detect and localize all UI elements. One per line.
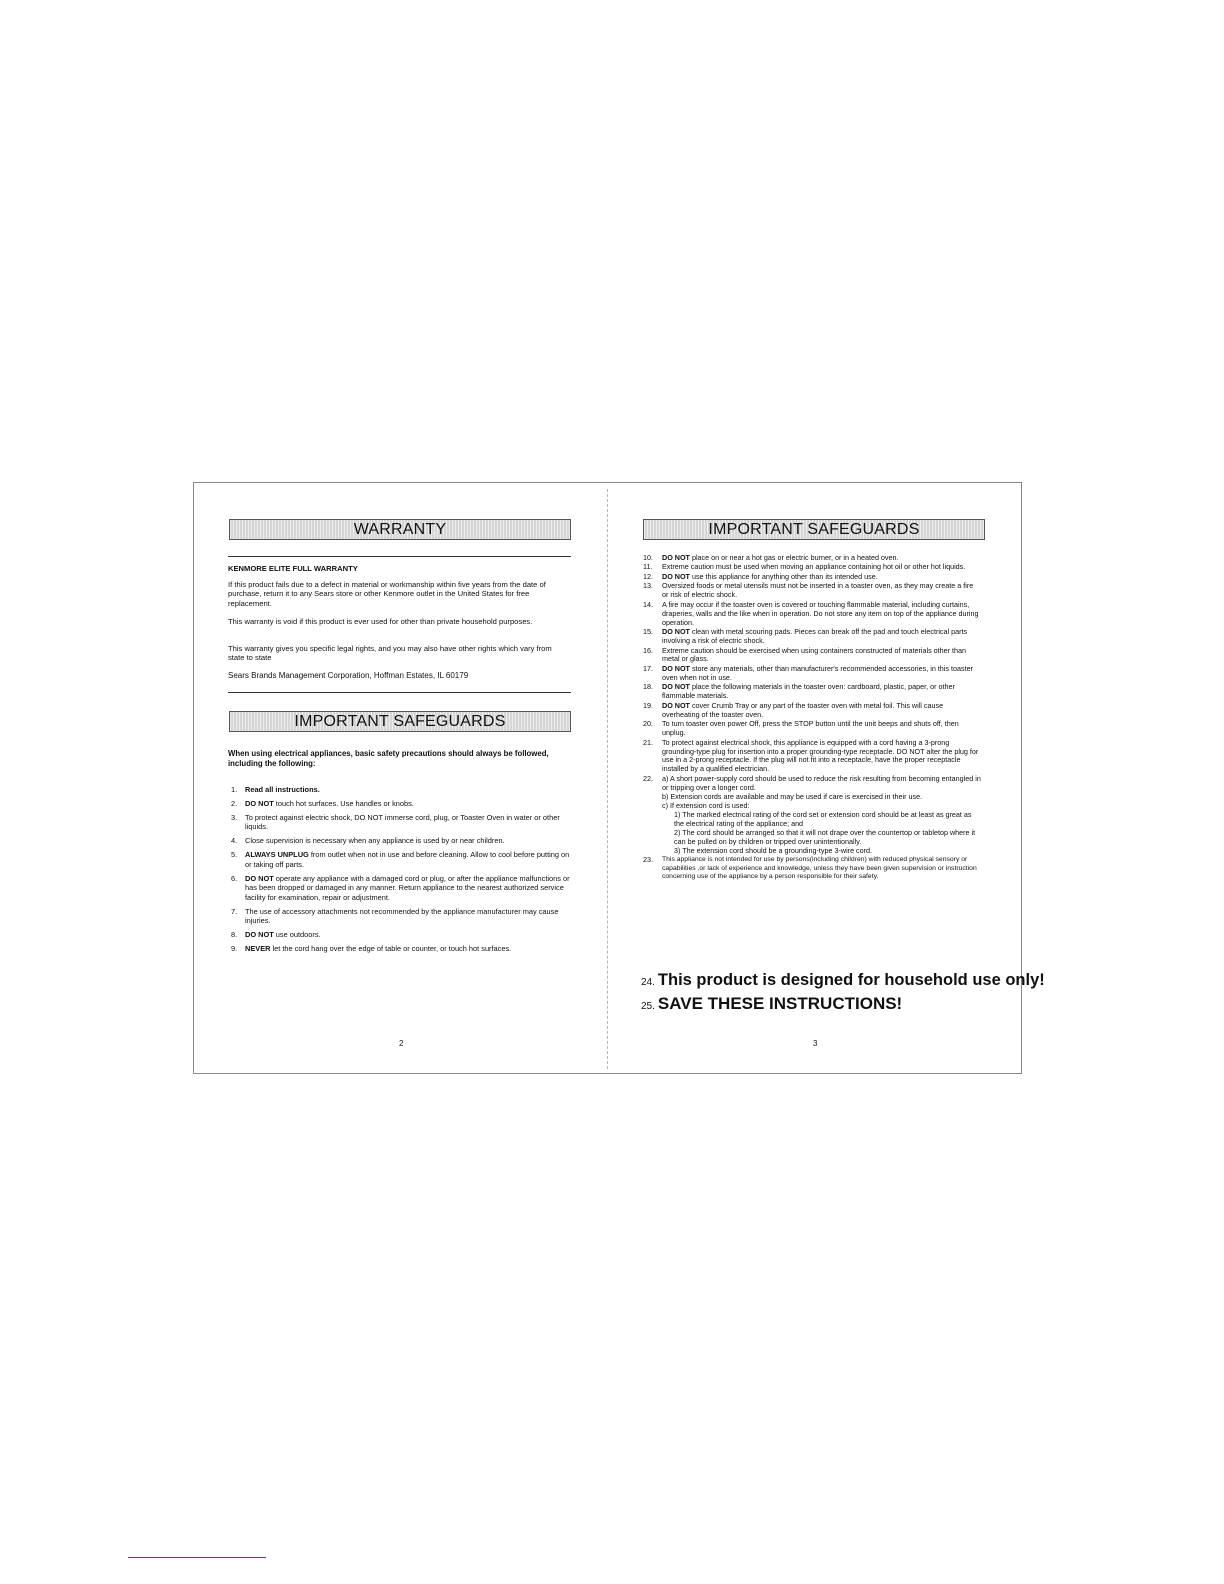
page-number: 3: [813, 1039, 818, 1048]
list-item: 17. DO NOT store any materials, other than manufacturer's recommended accessories, in this toaster oven when not in use.: [643, 663, 973, 682]
safeguards-list: [231, 785, 571, 958]
safeguards-list-continued: [643, 554, 981, 882]
footer-link-underline: [128, 1557, 266, 1558]
safeguards-intro: When using electrical appliances, basic safety precautions should always be followed, including the following:: [228, 749, 549, 768]
list-item: 19. DO NOT cover Crumb Tray or any part of the toaster oven with metal foil. This will cause overheating of the toaster oven.: [643, 700, 944, 719]
list-item: 7. The use of accessory attachments not recommended by the appliance manufacturer may cause injuries.: [231, 906, 559, 926]
company-address: Sears Brands Management Corporation, Hoffman Estates, IL 60179: [228, 671, 469, 680]
list-item: 1. Read all instructions.: [231, 785, 320, 794]
list-item: 4. Close supervision is necessary when any appliance is used by or near children.: [231, 836, 505, 846]
list-item: 23. This appliance is not intended for use by persons(including children) with reduced physical sensory or capabilities ,or lack of experience and knowledge, unless they have been given supervision or instruction concerning use of the appliance by a person responsible for their safety.: [643, 854, 977, 881]
list-item: 20. To turn toaster oven power Off, press the STOP button until the unit beeps and shuts off, then unplug.: [643, 719, 959, 738]
page-number: 2: [399, 1039, 404, 1048]
safeguards-banner: IMPORTANT SAFEGUARDS: [643, 519, 985, 540]
list-item: 10. DO NOT place on or near a hot gas or electric burner, or in a heated oven.: [643, 553, 899, 562]
booklet-spread: [193, 482, 1045, 1074]
list-item: 12. DO NOT use this appliance for anything other than its intended use.: [643, 571, 878, 581]
list-item: 15. DO NOT clean with metal scouring pads. Pieces can break off the pad and touch electrical parts involving a risk of electric shock.: [643, 627, 968, 646]
list-item: 6. DO NOT operate any appliance with a damaged cord or plug, or after the appliance malfunctions or has been dropped or damaged in any manner. Return appliance to the nearest authorized service facility for examination, repair or adjustment.: [231, 873, 570, 902]
list-item: 18. DO NOT place the following materials in the toaster oven: cardboard, plastic, paper, or other flammable materials.: [643, 682, 955, 701]
list-item: 21. To protect against electrical shock, this appliance is equipped with a cord having a 3-prong grounding-type plug for insertion into a proper grounding-type receptacle. DO NOT alter the plug for use in a 2-prong receptacle. If the plug will not fit into a receptacle, have the proper receptacle installed by a qualified electrician.: [643, 737, 979, 774]
list-item: 14. A fire may occur if the toaster oven is covered or touching flammable material, including curtains, draperies, walls and the like when in operation. Do not store any item on top of the appliance during operation.: [643, 599, 979, 627]
safeguards-banner: IMPORTANT SAFEGUARDS: [229, 711, 571, 732]
list-item: 16. Extreme caution should be exercised when using containers constructed of materials other than metal or glass.: [643, 645, 967, 664]
list-item: 2. DO NOT touch hot surfaces. Use handles or knobs.: [231, 799, 414, 808]
list-item: 5. ALWAYS UNPLUG from outlet when not in use and before cleaning. Allow to cool before putting on or taking off parts.: [231, 850, 570, 869]
list-item: 9. NEVER let the cord hang over the edge of table or counter, or touch hot surfaces.: [231, 944, 512, 954]
list-item-extension-cord: 22. a) A short power-supply cord should be used to reduce the risk resulting from becoming entangled in or tripping over a longer cord. b) Extension cords are available and may be used if care is exercised in their use. c) If extension cord is used: 1) The marked electrical rating of the cord set or extension cord should be at least as great as the electrical rating of the appliance; and 2) The cord should be arranged so that it will not drape over the countertop or tabletop where it can be pulled on by children or tripped over unintentionally. 3) The extension cord should be a grounding-type 3-wire cord.: [643, 773, 981, 855]
center-fold-line: [607, 489, 608, 1069]
warranty-title: KENMORE ELITE FULL WARRANTY: [228, 564, 358, 573]
save-instructions-notice: 25. SAVE THESE INSTRUCTIONS!: [641, 994, 903, 1013]
list-item: 13. Oversized foods or metal utensils must not be inserted in a toaster oven, as they may create a fire or risk of electric shock.: [643, 581, 974, 600]
list-item: 3. To protect against electric shock, DO NOT immerse cord, plug, or Toaster Oven in water or other liquids.: [231, 813, 560, 832]
right-page: [641, 483, 1045, 1073]
warranty-paragraph: This warranty gives you specific legal rights, and you may also have other rights which vary from state to state: [228, 644, 552, 663]
divider: [228, 556, 571, 557]
divider: [228, 692, 571, 693]
list-item: 11. Extreme caution must be used when moving an appliance containing hot oil or other hot liquids.: [643, 562, 966, 572]
household-use-notice: 24. This product is designed for household use only!: [641, 971, 1045, 989]
left-page: [227, 483, 572, 1073]
list-item: 8. DO NOT use outdoors.: [231, 930, 321, 940]
warranty-paragraph: If this product fails due to a defect in material or workmanship within five years from the date of purchase, return it to any Sears store or other Kenmore outlet in the United States for free replacement.: [228, 580, 546, 608]
warranty-banner: WARRANTY: [229, 519, 571, 540]
warranty-paragraph: This warranty is void if this product is ever used for other than private household purposes.: [228, 617, 533, 626]
